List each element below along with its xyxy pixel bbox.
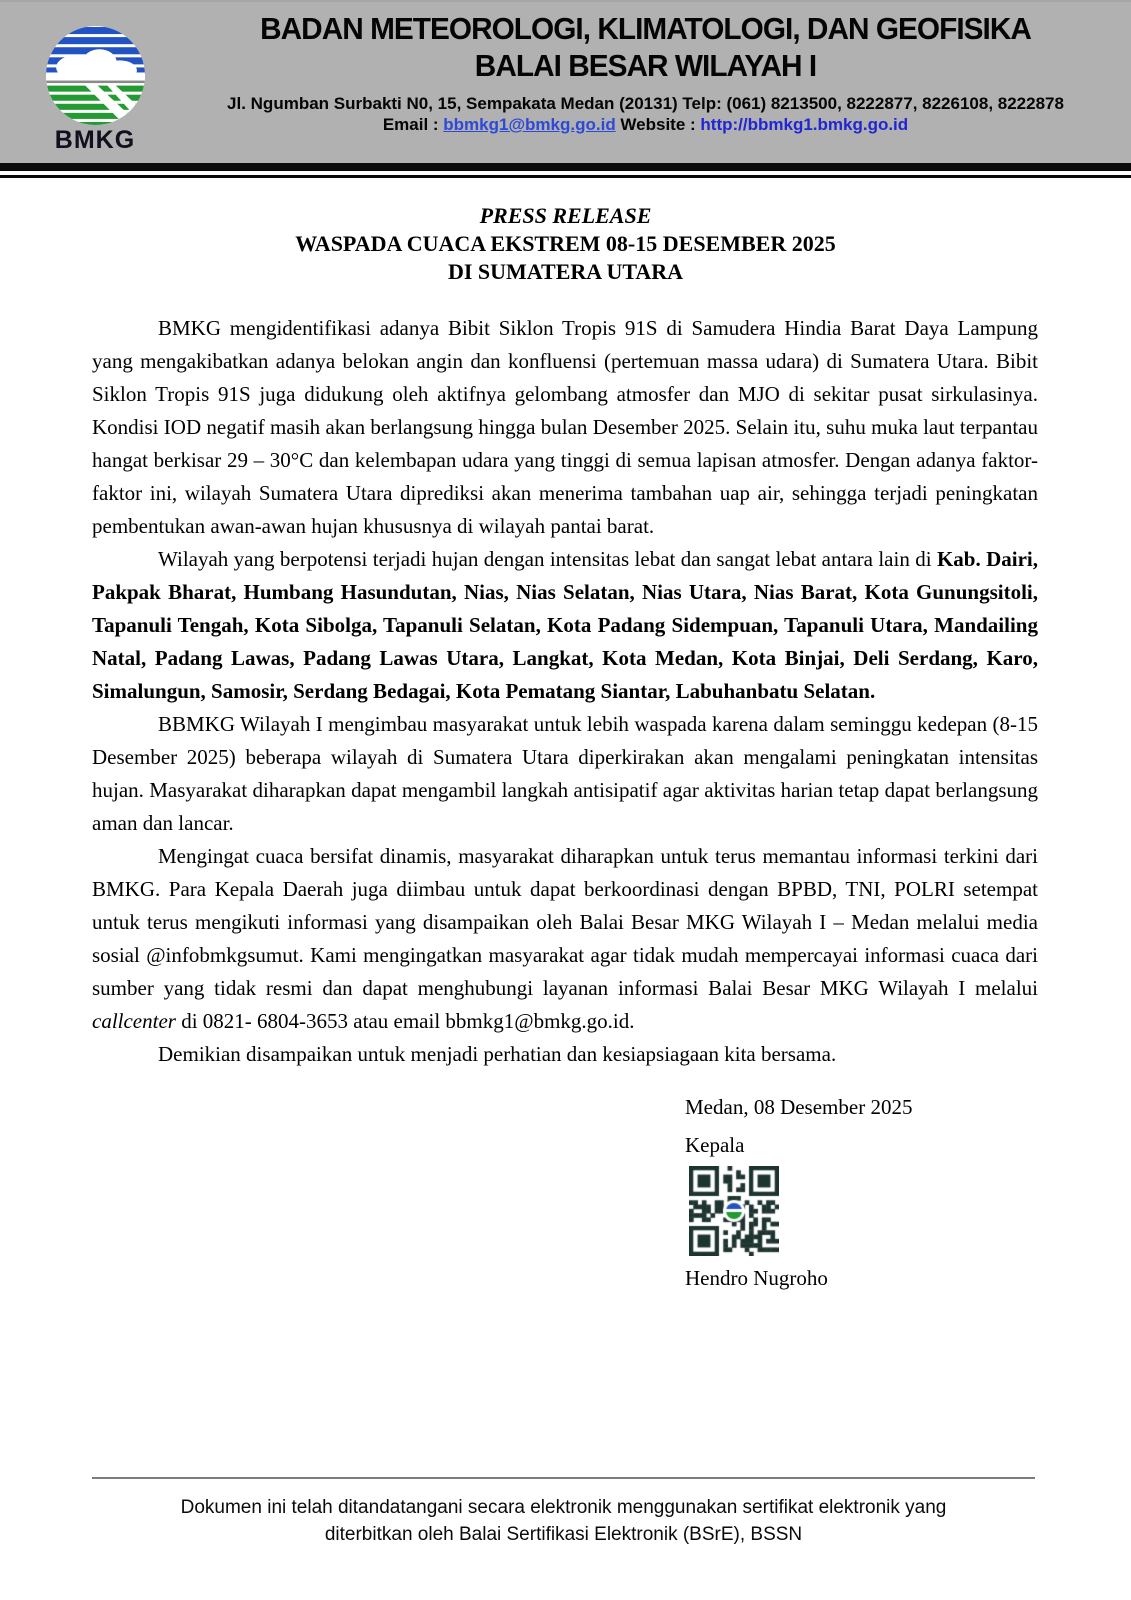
paragraph-4-contact: di 0821- 6804-3653 atau email bbmkg1@bmkg.go.id. [175, 1009, 635, 1033]
org-name-line2: BALAI BESAR WILAYAH I [474, 48, 817, 83]
footer-divider [92, 1477, 1035, 1479]
title-subject: WASPADA CUACA EKSTREM 08-15 DESEMBER 2025 [295, 231, 836, 256]
paragraph-5: Demikian disampaikan untuk menjadi perhatian dan kesiapsiagaan kita bersama. [158, 1042, 837, 1066]
signature-qr-code [689, 1166, 779, 1256]
letterhead [0, 0, 1131, 163]
paragraph-2 [92, 543, 1038, 708]
logo-box [0, 2, 190, 153]
signature-block [685, 1091, 1038, 1295]
title-region: DI SUMATERA UTARA [447, 259, 684, 284]
signature-role: Kepala [685, 1133, 745, 1157]
document-body [92, 312, 1038, 1295]
footer [92, 1477, 1035, 1548]
signature-name: Hendro Nugroho [685, 1266, 828, 1290]
paragraph-1: BMKG mengidentifikasi adanya Bibit Siklon Tropis 91S di Samudera Hindia Barat Daya Lampung yang mengakibatkan adanya belokan angin dan konfluensi (pertemuan massa udara) di Sumatera Utara. Bibit Siklon Tropis 91S juga didukung oleh aktifnya gelombang atmosfer dan MJO di sekitar pusat sirkulasinya. Kondisi IOD negatif masih akan berlangsung hingga bulan Desember 2025. Selain itu, suhu muka laut terpantau hangat berkisar 29 – 30°C dan kelembapan udara yang tinggi di semua lapisan atmosfer. Dengan adanya faktor-faktor ini, wilayah Sumatera Utara diprediksi akan menerima tambahan uap air, sehingga terjadi peningkatan pembentukan awan-awan hujan khususnya di wilayah pantai barat. [92, 316, 1038, 538]
footer-line2: diterbitkan oleh Balai Sertifikasi Elektronik (BSrE), BSSN [324, 1524, 803, 1545]
org-name-line1: BADAN METEOROLOGI, KLIMATOLOGI, DAN GEOFISIKA [260, 11, 1031, 46]
website-link[interactable]: http://bbmkg1.bmkg.go.id [700, 115, 909, 134]
paragraph-2-intro: Wilayah yang berpotensi terjadi hujan dengan intensitas lebat dan sangat lebat antara lain di [158, 547, 937, 571]
paragraph-4-text: Mengingat cuaca bersifat dinamis, masyarakat diharapkan untuk terus memantau informasi terkini dari BMKG. Para Kepala Daerah juga diimbau untuk dapat berkoordinasi dengan BPBD, TNI, POLRI setempat untuk terus mengikuti informasi yang disampaikan oleh Balai Besar MKG Wilayah I – Medan melalui media sosial @infobmkgsumut. Kami mengingatkan masyarakat agar tidak mudah mempercayai informasi cuaca dari sumber yang tidak resmi dan dapat menghubungi layanan informasi Balai Besar MKG Wilayah I melalui [92, 844, 1038, 1000]
signature-place-date: Medan, 08 Desember 2025 [685, 1095, 913, 1119]
address-line: Jl. Ngumban Surbakti N0, 15, Sempakata Medan (20131) Telp: (061) 8213500, 8222877, 8226108, 8222878 [227, 94, 1064, 113]
logo-caption: BMKG [54, 126, 136, 154]
letterhead-divider [0, 163, 1131, 178]
bmkg-logo-icon [45, 25, 146, 126]
document-title [0, 202, 1131, 286]
email-link[interactable]: bbmkg1@bmkg.go.id [443, 115, 616, 134]
paragraph-2-region-list: Kab. Dairi, Pakpak Bharat, Humbang Hasundutan, Nias, Nias Selatan, Nias Utara, Nias Barat, Kota Gunungsitoli, Tapanuli Tengah, Kota Sibolga, Tapanuli Selatan, Kota Padang Sidempuan, Tapanuli Utara, Mandailing Natal, Padang Lawas, Padang Lawas Utara, Langkat, Kota Medan, Kota Binjai, Deli Serdang, Karo, Simalungun, Samosir, Serdang Bedagai, Kota Pematang Siantar, Labuhanbatu Selatan. [92, 547, 1038, 703]
website-label: Website : [615, 115, 701, 134]
email-label: Email : [382, 115, 444, 134]
callcenter-term: callcenter [92, 1009, 176, 1033]
letterhead-text [190, 2, 1131, 135]
title-press-release: PRESS RELEASE [479, 203, 652, 228]
paragraph-4 [92, 840, 1038, 1038]
footer-line1: Dokumen ini telah ditandatangani secara elektronik menggunakan sertifikat elektronik yang [180, 1497, 947, 1518]
paragraph-3: BBMKG Wilayah I mengimbau masyarakat untuk lebih waspada karena dalam seminggu kedepan (8-15 Desember 2025) beberapa wilayah di Sumatera Utara diperkirakan akan mengalami peningkatan intensitas hujan. Masyarakat diharapkan dapat mengambil langkah antisipatif agar aktivitas harian tetap dapat berlangsung aman dan lancar. [92, 712, 1038, 835]
contact-line [190, 114, 1101, 135]
